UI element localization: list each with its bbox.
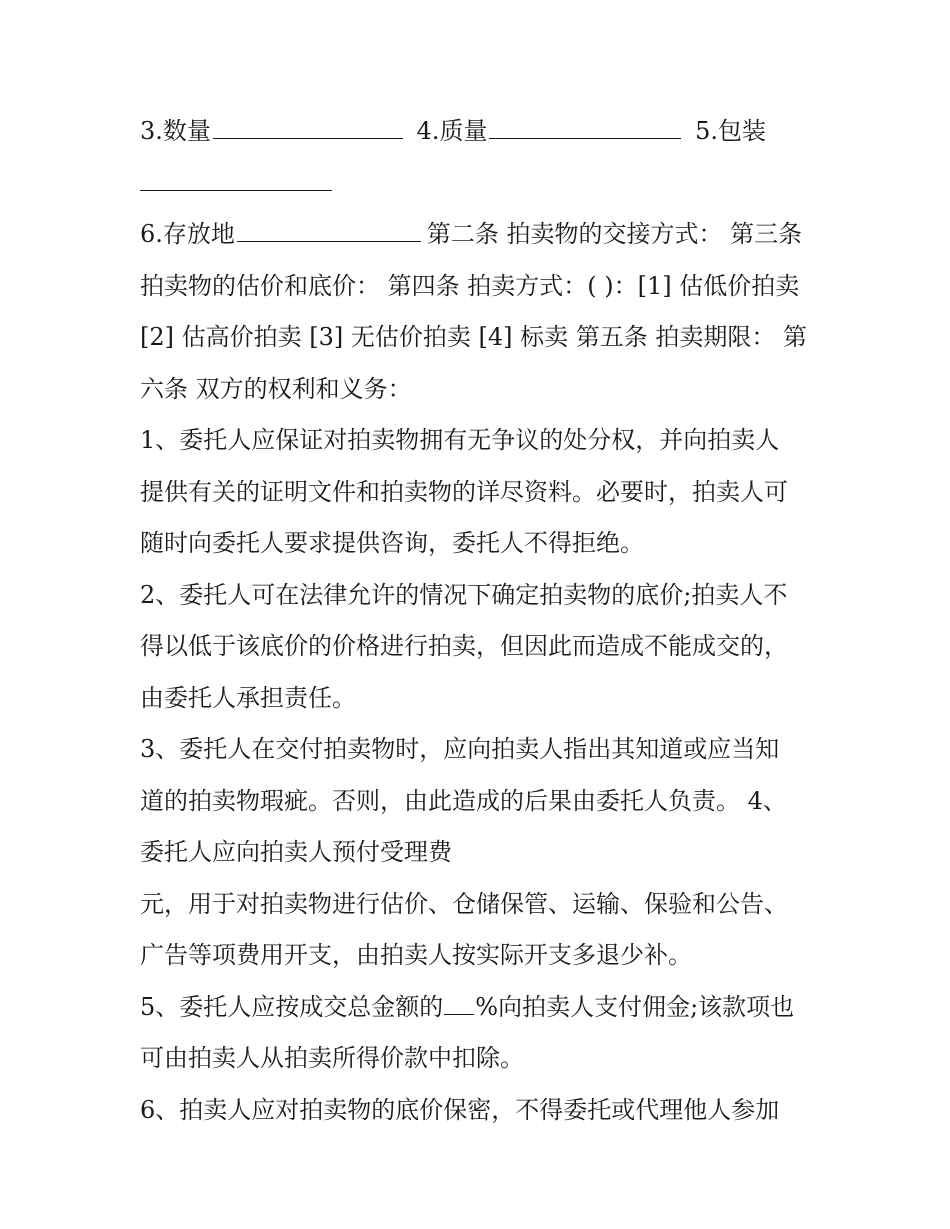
commission-text-after: %向拍卖人支付佣金;该款项也 (475, 992, 795, 1021)
text-line: 2、委托人可在法律允许的情况下确定拍卖物的底价;拍卖人不 (140, 580, 788, 609)
text-line: 提供有关的证明文件和拍卖物的详尽资料。必要时，拍卖人可 (140, 477, 788, 506)
text-line: 得以低于该底价的价格进行拍卖，但因此而造成不能成交的， (140, 632, 788, 660)
text-line: 六条 双方的权利和义务： (140, 374, 412, 403)
item-storage-label: 6.存放地 (140, 220, 235, 248)
text-line: 拍卖物的估价和底价： 第四条 拍卖方式：( )：[1] 估低价拍卖 (140, 271, 800, 300)
text-line: 1、委托人应保证对拍卖物拥有无争议的处分权，并向拍卖人 (140, 426, 780, 454)
packaging-blank (140, 168, 332, 191)
fill-in-line-packaging (140, 158, 820, 210)
text-line: 委托人应向拍卖人预付受理费 (140, 838, 452, 866)
storage-blank (237, 219, 421, 242)
text-line: 元，用于对拍卖物进行估价、仓储保管、运输、保验和公告、 (140, 889, 788, 918)
text-line: [2] 估高价拍卖 [3] 无估价拍卖 [4] 标卖 第五条 拍卖期限： 第 (140, 323, 808, 351)
text-line-commission (140, 982, 820, 1034)
item-quality-label: 4.质量 (416, 117, 488, 145)
text-line: 6、拍卖人应对拍卖物的底价保密，不得委托或代理他人参加 (140, 1095, 780, 1124)
quantity-blank (213, 116, 403, 139)
quality-blank (489, 116, 681, 139)
commission-text-before: 5、委托人应按成交总金额的 (140, 992, 444, 1021)
item-packaging-label: 5.包装 (695, 117, 766, 145)
document-body (140, 106, 820, 1136)
text-line: 由委托人承担责任。 (140, 683, 356, 712)
text-line: 可由拍卖人从拍卖所得价款中扣除。 (140, 1044, 524, 1072)
clause-text: 第二条 拍卖物的交接方式： 第三条 (426, 220, 803, 248)
fill-in-line-items (140, 106, 820, 158)
text-line: 广告等项费用开支，由拍卖人按实际开支多退少补。 (140, 941, 692, 969)
text-line: 随时向委托人要求提供咨询，委托人不得拒绝。 (140, 529, 644, 557)
text-line: 道的拍卖物瑕疵。否则，由此造成的后果由委托人负责。 4、 (140, 786, 787, 815)
text-line (140, 209, 820, 261)
commission-percent-blank (444, 992, 474, 1015)
item-quantity-label: 3.数量 (140, 117, 211, 145)
text-line: 3、委托人在交付拍卖物时，应向拍卖人指出其知道或应当知 (140, 735, 780, 763)
